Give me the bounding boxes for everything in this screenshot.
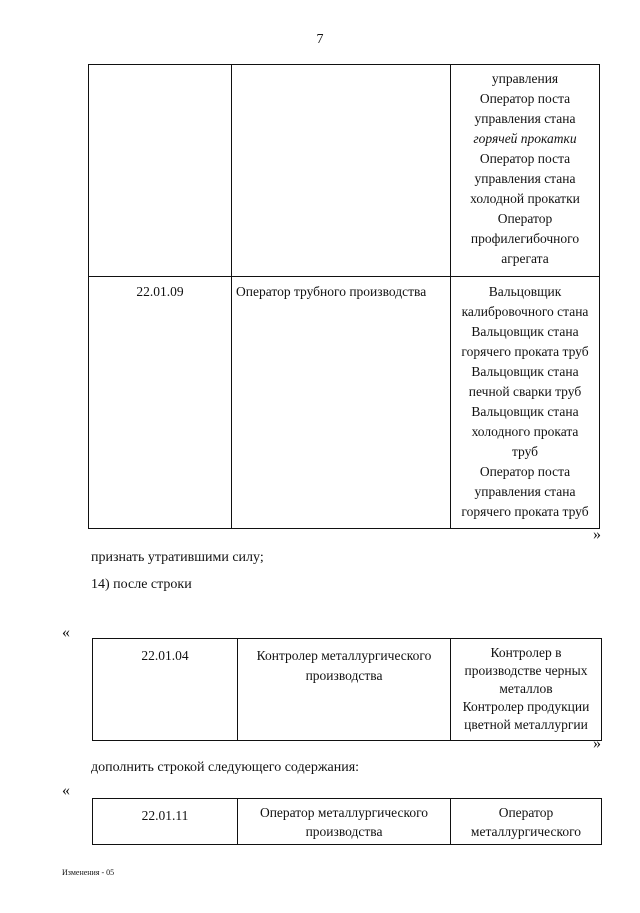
- profession-line: калибровочного стана: [461, 304, 589, 319]
- table-row: [89, 65, 600, 277]
- profession-line: холодного проката: [471, 424, 579, 439]
- profession-line: Вальцовщик стана: [471, 364, 579, 379]
- profession-line: Вальцовщик стана: [471, 404, 579, 419]
- open-quote: «: [62, 782, 70, 799]
- close-quote: »: [593, 735, 601, 752]
- profession-line: управления стана: [474, 484, 576, 499]
- profession-line: управления стана: [474, 111, 576, 126]
- close-quote: »: [593, 526, 601, 543]
- paragraph: 14) после строки: [91, 577, 192, 592]
- profession-line: Контролер продукции: [462, 699, 590, 714]
- profession-line: Оператор поста: [479, 464, 571, 479]
- name-cell: Оператор трубного производства: [232, 277, 451, 529]
- profession-line: профилегибочного: [470, 231, 580, 246]
- profession-line: Вальцовщик: [488, 284, 562, 299]
- profession-line: управления стана: [474, 171, 576, 186]
- profession-line: горячего проката труб: [461, 504, 589, 519]
- name-cell: [232, 65, 451, 277]
- paragraph: дополнить строкой следующего содержания:: [91, 760, 360, 775]
- open-quote: «: [62, 624, 70, 641]
- profession-line: агрегата: [501, 251, 549, 266]
- professions-table-2: [92, 638, 602, 741]
- name-line: Оператор металлургического: [259, 805, 429, 820]
- profession-line: производстве черных: [464, 663, 588, 678]
- code-cell: 22.01.09: [89, 277, 232, 529]
- profession-line: горячей прокатки: [473, 131, 577, 146]
- page-number: 7: [316, 32, 324, 47]
- profession-line: печной сварки труб: [468, 384, 582, 399]
- profession-line: Вальцовщик стана: [471, 324, 579, 339]
- professions-cell: [451, 277, 600, 529]
- paragraph: признать утратившими силу;: [91, 550, 264, 565]
- name-line: производства: [305, 668, 383, 683]
- profession-line: металлургического: [470, 824, 582, 839]
- profession-line: металлов: [499, 681, 553, 696]
- professions-cell: [451, 639, 602, 741]
- professions-table-3: [92, 798, 602, 845]
- profession-line: труб: [511, 444, 539, 459]
- profession-line: Контролер в: [490, 645, 562, 660]
- professions-table-1: [88, 64, 600, 529]
- professions-cell: [451, 799, 602, 845]
- name-cell: [238, 799, 451, 845]
- profession-line: холодной прокатки: [470, 191, 580, 206]
- code-cell: [89, 65, 232, 277]
- table-row: [89, 277, 600, 529]
- profession-line: Оператор поста: [479, 151, 571, 166]
- professions-cell: [451, 65, 600, 277]
- name-line: производства: [305, 824, 383, 839]
- profession-line: Оператор: [498, 805, 554, 820]
- footer-note: Изменения - 05: [62, 868, 115, 877]
- profession-line: горячего проката труб: [461, 344, 589, 359]
- name-cell: [238, 639, 451, 741]
- table-row: [93, 799, 602, 845]
- name-line: Контролер металлургического: [256, 648, 432, 663]
- code-cell: 22.01.04: [93, 639, 238, 741]
- profession-line: Оператор поста: [479, 91, 571, 106]
- profession-line: цветной металлургии: [464, 717, 588, 732]
- profession-line: Оператор: [497, 211, 553, 226]
- profession-line: управления: [491, 71, 559, 86]
- table-row: [93, 639, 602, 741]
- code-cell: 22.01.11: [93, 799, 238, 845]
